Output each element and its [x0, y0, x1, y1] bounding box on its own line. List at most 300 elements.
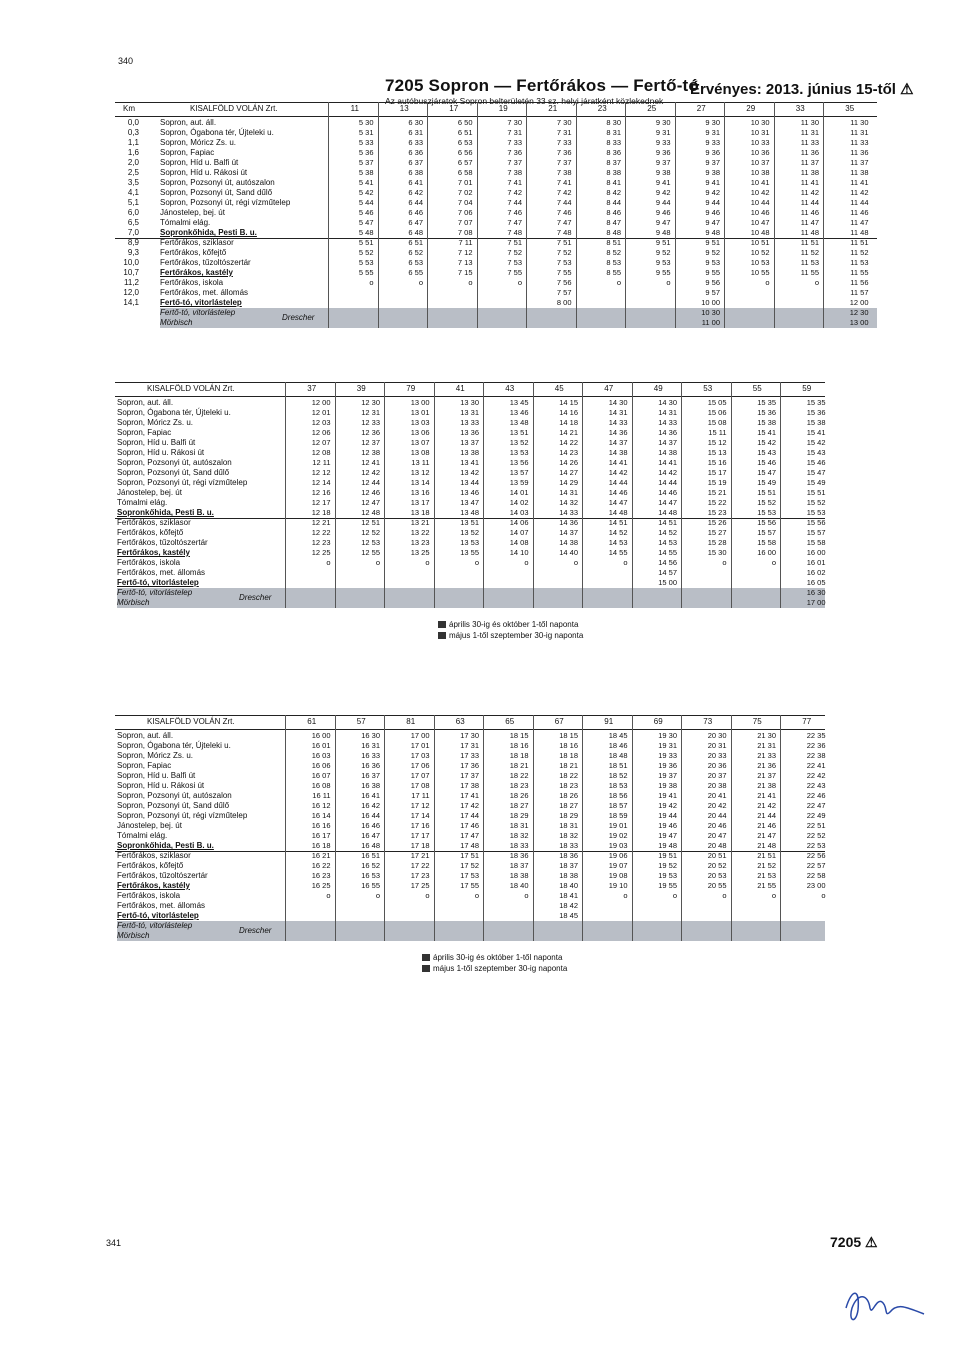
train-number: 47: [604, 384, 614, 393]
departure-time: 19 41: [658, 791, 677, 800]
departure-time: 16 00: [757, 548, 776, 557]
departure-time: 19 30: [658, 731, 677, 740]
departure-time: 7 48: [556, 228, 572, 237]
departure-time: 10 38: [750, 168, 770, 177]
departure-time: 16 55: [361, 881, 380, 890]
departure-time: 14 36: [658, 428, 677, 437]
stop-name: Fertőrákos, kastély: [160, 268, 233, 277]
stop-name: Sopron, Fapiac: [160, 148, 215, 157]
departure-time: 16 08: [311, 781, 331, 790]
departure-time: 7 38: [556, 168, 572, 177]
column-rule: [285, 382, 286, 608]
departure-time: 22 42: [806, 771, 826, 780]
departure-time: [386, 911, 430, 921]
train-time-column: [380, 118, 424, 328]
train-time-column: [578, 118, 622, 328]
departure-time: 20 38: [707, 781, 727, 790]
stop-name: Sopron, Pozsonyi út, Sand dűlő: [117, 801, 230, 810]
departure-time: 21 41: [757, 791, 776, 800]
departure-time: 16 48: [361, 841, 380, 850]
departure-time: 16 30: [361, 731, 380, 740]
departure-time: [386, 931, 430, 941]
departure-time: [485, 568, 529, 578]
departure-time: 6 52: [408, 248, 423, 257]
column-rule: [625, 102, 626, 328]
departure-time: o: [771, 891, 776, 900]
departure-time: 20 55: [707, 881, 727, 890]
departure-time: 6 53: [457, 138, 473, 147]
stop-name: Sopron, Ógabona tér, Újteleki u.: [117, 741, 231, 750]
departure-time: 11 41: [800, 178, 819, 187]
stop-name: Sopronkőhida, Pesti B. u.: [160, 228, 257, 237]
departure-time: 17 00: [806, 598, 826, 607]
departure-time: 19 48: [658, 841, 677, 850]
departure-time: o: [326, 558, 331, 567]
departure-time: 14 30: [658, 398, 677, 407]
departure-time: 7 08: [457, 228, 473, 237]
departure-time: 7 37: [507, 158, 522, 167]
departure-time: 21 51: [757, 851, 776, 860]
departure-time: 16 05: [806, 578, 826, 587]
departure-time: [776, 298, 820, 308]
departure-time: 7 30: [556, 118, 572, 127]
stop-name: Sopron, Ógabona tér, Újteleki u.: [117, 408, 231, 417]
departure-time: 14 06: [509, 518, 529, 527]
departure-time: 18 45: [559, 911, 578, 920]
departure-time: 13 07: [410, 438, 430, 447]
departure-time: [535, 921, 579, 931]
column-rule: [477, 102, 478, 328]
departure-time: 18 23: [509, 781, 529, 790]
departure-time: 15 35: [806, 398, 826, 407]
departure-time: 15 16: [707, 458, 727, 467]
departure-time: 14 57: [658, 568, 677, 577]
departure-time: 18 42: [559, 901, 578, 910]
train-number: 13: [399, 104, 409, 113]
drescher-label: Drescher: [282, 313, 315, 322]
departure-time: 9 30: [705, 118, 720, 127]
departure-time: 6 38: [408, 168, 423, 177]
train-time-column: [436, 731, 480, 941]
departure-time: 12 33: [361, 418, 380, 427]
departure-time: 11 30: [850, 118, 869, 127]
departure-time: 18 26: [509, 791, 529, 800]
departure-time: 18 27: [509, 801, 529, 810]
departure-time: [330, 288, 374, 298]
departure-time: 15 28: [707, 538, 727, 547]
train-number: 29: [746, 104, 756, 113]
departure-time: 7 47: [556, 218, 572, 227]
departure-time: 19 03: [608, 841, 628, 850]
departure-time: 11 56: [850, 278, 869, 287]
km-cell: 10,0: [123, 258, 139, 267]
validity-note: Érvényes: 2013. június 15-től ⚠: [690, 81, 914, 98]
departure-time: 7 02: [457, 188, 473, 197]
departure-time: 19 44: [658, 811, 677, 820]
departure-time: 15 11: [708, 428, 727, 437]
departure-time: 5 52: [358, 248, 374, 257]
departure-time: 16 01: [311, 741, 331, 750]
train-time-column: [627, 118, 671, 328]
train-time-column: [528, 118, 572, 328]
km-cell: 1,6: [127, 148, 139, 157]
departure-time: 13 46: [509, 408, 529, 417]
column-rule: [681, 715, 682, 941]
departure-time: 7 33: [507, 138, 522, 147]
km-cell: 2,0: [127, 158, 139, 167]
km-cell: 6,0: [127, 208, 139, 217]
departure-time: 19 55: [658, 881, 677, 890]
column-rule: [378, 102, 379, 328]
departure-time: 7 06: [457, 208, 473, 217]
departure-time: 6 42: [408, 188, 423, 197]
column-rule: [681, 382, 682, 608]
stop-name: Fertőrákos, met. állomás: [160, 288, 249, 297]
train-time-column: [429, 118, 473, 328]
departure-time: 15 30: [707, 548, 727, 557]
footnote: [438, 620, 578, 629]
train-number: 35: [845, 104, 855, 113]
column-rule: [328, 102, 329, 328]
train-number: 91: [604, 717, 614, 726]
stop-name: Sopron, Híd u. Rákosi út: [117, 448, 205, 457]
column-rule: [483, 382, 484, 608]
stop-name: Fertő-tó, vitorlástelep: [160, 298, 242, 307]
departure-time: 15 35: [757, 398, 776, 407]
departure-time: 9 55: [655, 268, 671, 277]
departure-time: 16 17: [311, 831, 331, 840]
departure-time: 15 49: [806, 478, 826, 487]
train-time-column: [337, 731, 381, 941]
departure-time: 8 42: [606, 188, 621, 197]
departure-time: 5 41: [358, 178, 374, 187]
departure-time: 6 44: [408, 198, 423, 207]
train-time-column: [782, 731, 826, 941]
stop-name: Fertőrákos, sziklasor: [160, 238, 234, 247]
column-rule: [434, 382, 435, 608]
departure-time: 11 52: [850, 248, 869, 257]
departure-time: 15 21: [707, 488, 727, 497]
departure-time: 20 44: [707, 811, 727, 820]
train-number: 75: [752, 717, 762, 726]
departure-time: 6 37: [408, 158, 423, 167]
departure-time: 15 47: [806, 468, 826, 477]
departure-time: [726, 298, 770, 308]
departure-time: [776, 318, 820, 328]
km-cell: 12,0: [123, 288, 139, 297]
departure-time: 17 18: [410, 841, 430, 850]
departure-time: 13 42: [460, 468, 479, 477]
footnote-marker-icon: [422, 954, 430, 961]
departure-time: [436, 931, 480, 941]
departure-time: 9 31: [655, 128, 671, 137]
departure-time: 14 21: [559, 428, 578, 437]
departure-time: 18 22: [559, 771, 578, 780]
departure-time: o: [623, 558, 628, 567]
departure-time: 18 33: [509, 841, 529, 850]
departure-time: 12 36: [361, 428, 380, 437]
departure-time: 11 33: [800, 138, 819, 147]
column-rule: [483, 715, 484, 941]
departure-time: 5 31: [358, 128, 374, 137]
departure-time: 8 41: [606, 178, 621, 187]
departure-time: 13 52: [460, 528, 479, 537]
departure-time: 7 46: [556, 208, 572, 217]
stop-name: Sopron, Móricz Zs. u.: [160, 138, 237, 147]
departure-time: 22 35: [806, 731, 826, 740]
departure-time: 8 33: [606, 138, 621, 147]
departure-time: 13 51: [460, 518, 479, 527]
km-cell: 0,0: [127, 118, 139, 127]
train-number: 27: [696, 104, 706, 113]
departure-time: o: [616, 278, 621, 287]
stop-name: Fertőrákos, sziklasor: [117, 851, 191, 860]
column-rule: [632, 715, 633, 941]
departure-time: [627, 318, 671, 328]
departure-time: 11 47: [850, 218, 869, 227]
stop-name: Sopron, Pozsonyi út, autószalon: [160, 178, 275, 187]
departure-time: o: [771, 558, 776, 567]
footer-code: 7205 ⚠: [830, 1234, 878, 1250]
departure-time: 7 04: [457, 198, 473, 207]
departure-time: 21 47: [757, 831, 776, 840]
departure-time: 13 51: [509, 428, 529, 437]
departure-time: 5 48: [358, 228, 374, 237]
departure-time: 5 46: [358, 208, 374, 217]
departure-time: 12 00: [849, 298, 869, 307]
departure-time: 21 52: [757, 861, 776, 870]
departure-time: 15 52: [806, 498, 826, 507]
departure-time: 14 31: [658, 408, 677, 417]
departure-time: 20 47: [707, 831, 727, 840]
departure-time: 18 31: [509, 821, 529, 830]
departure-time: [287, 931, 331, 941]
departure-time: 22 46: [806, 791, 826, 800]
departure-time: [479, 308, 523, 318]
departure-time: 20 51: [707, 851, 727, 860]
departure-time: 14 51: [608, 518, 628, 527]
departure-time: 9 47: [655, 218, 671, 227]
departure-time: 20 48: [707, 841, 727, 850]
departure-time: 7 56: [556, 278, 572, 287]
departure-time: o: [814, 278, 819, 287]
departure-time: 14 18: [559, 418, 578, 427]
departure-time: 18 37: [509, 861, 529, 870]
departure-time: 6 30: [408, 118, 423, 127]
departure-time: 17 37: [460, 771, 479, 780]
stop-name: Fertőrákos, kőfejtő: [117, 528, 184, 537]
km-cell: [117, 318, 139, 328]
departure-time: 19 42: [658, 801, 677, 810]
train-number: 11: [350, 104, 359, 113]
departure-time: 16 31: [361, 741, 380, 750]
departure-time: 16 53: [361, 871, 380, 880]
departure-time: 14 44: [608, 478, 628, 487]
departure-time: [337, 588, 381, 598]
departure-time: [287, 568, 331, 578]
departure-time: 14 40: [559, 548, 578, 557]
departure-time: 17 33: [460, 751, 479, 760]
departure-time: o: [375, 558, 380, 567]
departure-time: 11 52: [800, 248, 819, 257]
departure-time: 8 00: [556, 298, 572, 307]
departure-time: 12 53: [361, 538, 380, 547]
departure-time: 9 33: [705, 138, 720, 147]
departure-time: [436, 568, 480, 578]
departure-time: 17 44: [460, 811, 479, 820]
departure-time: 5 47: [358, 218, 374, 227]
page-subtitle: Az autóbuszjáratok Sopron belterületén 33 sz. helyi járatként közlekednek: [385, 96, 664, 106]
operator-label: KISALFÖLD VOLÁN Zrt.: [190, 104, 278, 113]
departure-time: 16 42: [361, 801, 380, 810]
train-number: 19: [498, 104, 508, 113]
departure-time: 17 47: [460, 831, 479, 840]
departure-time: 15 36: [757, 408, 776, 417]
departure-time: 21 36: [757, 761, 776, 770]
departure-time: [683, 921, 727, 931]
departure-time: 15 41: [806, 428, 826, 437]
departure-time: [337, 598, 381, 608]
departure-time: [634, 911, 678, 921]
departure-time: 13 53: [509, 448, 529, 457]
train-number: 43: [505, 384, 515, 393]
table-rule: [115, 382, 825, 383]
train-number: 55: [752, 384, 762, 393]
train-number: 73: [703, 717, 713, 726]
top-page-number: 340: [118, 56, 134, 66]
departure-time: [386, 901, 430, 911]
departure-time: 12 14: [311, 478, 331, 487]
departure-time: 18 40: [559, 881, 578, 890]
departure-time: 14 55: [658, 548, 677, 557]
departure-time: 11 46: [800, 208, 819, 217]
departure-time: 7 53: [556, 258, 572, 267]
departure-time: 16 01: [806, 558, 826, 567]
departure-time: 12 42: [361, 468, 380, 477]
km-cell: 11,2: [124, 278, 139, 287]
departure-time: 19 07: [608, 861, 628, 870]
departure-time: 9 36: [705, 148, 720, 157]
departure-time: 17 38: [460, 781, 479, 790]
departure-time: 11 31: [850, 128, 869, 137]
departure-time: 11 44: [800, 198, 819, 207]
departure-time: 13 45: [509, 398, 529, 407]
departure-time: [627, 308, 671, 318]
departure-time: 18 22: [509, 771, 529, 780]
departure-time: 9 31: [705, 128, 720, 137]
footnote: [438, 631, 583, 640]
departure-time: 18 31: [559, 821, 578, 830]
departure-time: 19 46: [658, 821, 677, 830]
footnote-marker-icon: [438, 632, 446, 639]
departure-time: 15 53: [757, 508, 776, 517]
departure-time: [584, 588, 628, 598]
departure-time: 21 46: [757, 821, 776, 830]
departure-time: 14 08: [509, 538, 529, 547]
departure-time: 18 29: [559, 811, 578, 820]
train-time-column: [337, 398, 381, 608]
departure-time: 6 47: [408, 218, 423, 227]
train-number: 25: [647, 104, 657, 113]
km-cell: 8,9: [127, 238, 139, 247]
stop-name: Fertőrákos, met. állomás: [117, 901, 206, 910]
train-number: 77: [802, 717, 812, 726]
stop-name: Fertőrákos, kastély: [117, 881, 190, 890]
departure-time: 6 46: [408, 208, 423, 217]
departure-time: 16 16: [311, 821, 331, 830]
departure-time: 20 42: [707, 801, 727, 810]
stop-name: Fertő-tó, vitorlástelep: [117, 578, 199, 587]
departure-time: [733, 901, 777, 911]
departure-time: 19 08: [608, 871, 628, 880]
departure-time: 13 36: [460, 428, 479, 437]
departure-time: 20 52: [707, 861, 727, 870]
departure-time: 9 47: [705, 218, 720, 227]
departure-time: 22 52: [806, 831, 826, 840]
departure-time: 13 53: [460, 538, 479, 547]
departure-time: 9 53: [655, 258, 671, 267]
departure-time: 18 56: [608, 791, 628, 800]
departure-time: 10 51: [750, 238, 770, 247]
departure-time: o: [375, 891, 380, 900]
departure-time: 16 46: [361, 821, 380, 830]
departure-time: 17 14: [410, 811, 430, 820]
stop-column: [117, 398, 247, 608]
departure-time: 15 06: [707, 408, 727, 417]
train-number: 41: [455, 384, 465, 393]
departure-time: 8 46: [606, 208, 621, 217]
train-time-column: [733, 731, 777, 941]
departure-time: 13 46: [460, 488, 479, 497]
departure-time: 14 16: [559, 408, 578, 417]
departure-time: [578, 288, 622, 298]
departure-time: 17 22: [410, 861, 430, 870]
departure-time: 19 47: [658, 831, 677, 840]
departure-time: [733, 588, 777, 598]
departure-time: 18 18: [509, 751, 529, 760]
departure-time: 15 27: [707, 528, 727, 537]
departure-time: [683, 901, 727, 911]
train-time-column: [677, 118, 721, 328]
departure-time: 8 37: [606, 158, 621, 167]
departure-time: 7 07: [457, 218, 473, 227]
departure-time: 22 43: [806, 781, 826, 790]
departure-time: 7 51: [507, 238, 522, 247]
departure-time: [535, 568, 579, 578]
departure-time: [436, 911, 480, 921]
train-time-column: [683, 731, 727, 941]
departure-time: 14 38: [608, 448, 628, 457]
departure-time: [436, 578, 480, 588]
departure-time: 11 55: [800, 268, 819, 277]
departure-time: 6 33: [408, 138, 423, 147]
departure-time: o: [524, 891, 529, 900]
departure-time: 9 36: [655, 148, 671, 157]
column-rule: [533, 382, 534, 608]
table-rule: [115, 102, 877, 103]
departure-time: 12 12: [311, 468, 331, 477]
km-cell: 7,0: [127, 228, 139, 237]
departure-time: 14 47: [658, 498, 677, 507]
departure-time: 9 52: [655, 248, 671, 257]
departure-time: 10 30: [750, 118, 770, 127]
departure-time: 12 23: [311, 538, 331, 547]
departure-time: 6 53: [408, 258, 423, 267]
departure-time: 7 01: [457, 178, 473, 187]
table-rule: [115, 116, 877, 117]
stop-name: Fertőrákos, kastély: [117, 548, 190, 557]
departure-time: 19 52: [658, 861, 677, 870]
